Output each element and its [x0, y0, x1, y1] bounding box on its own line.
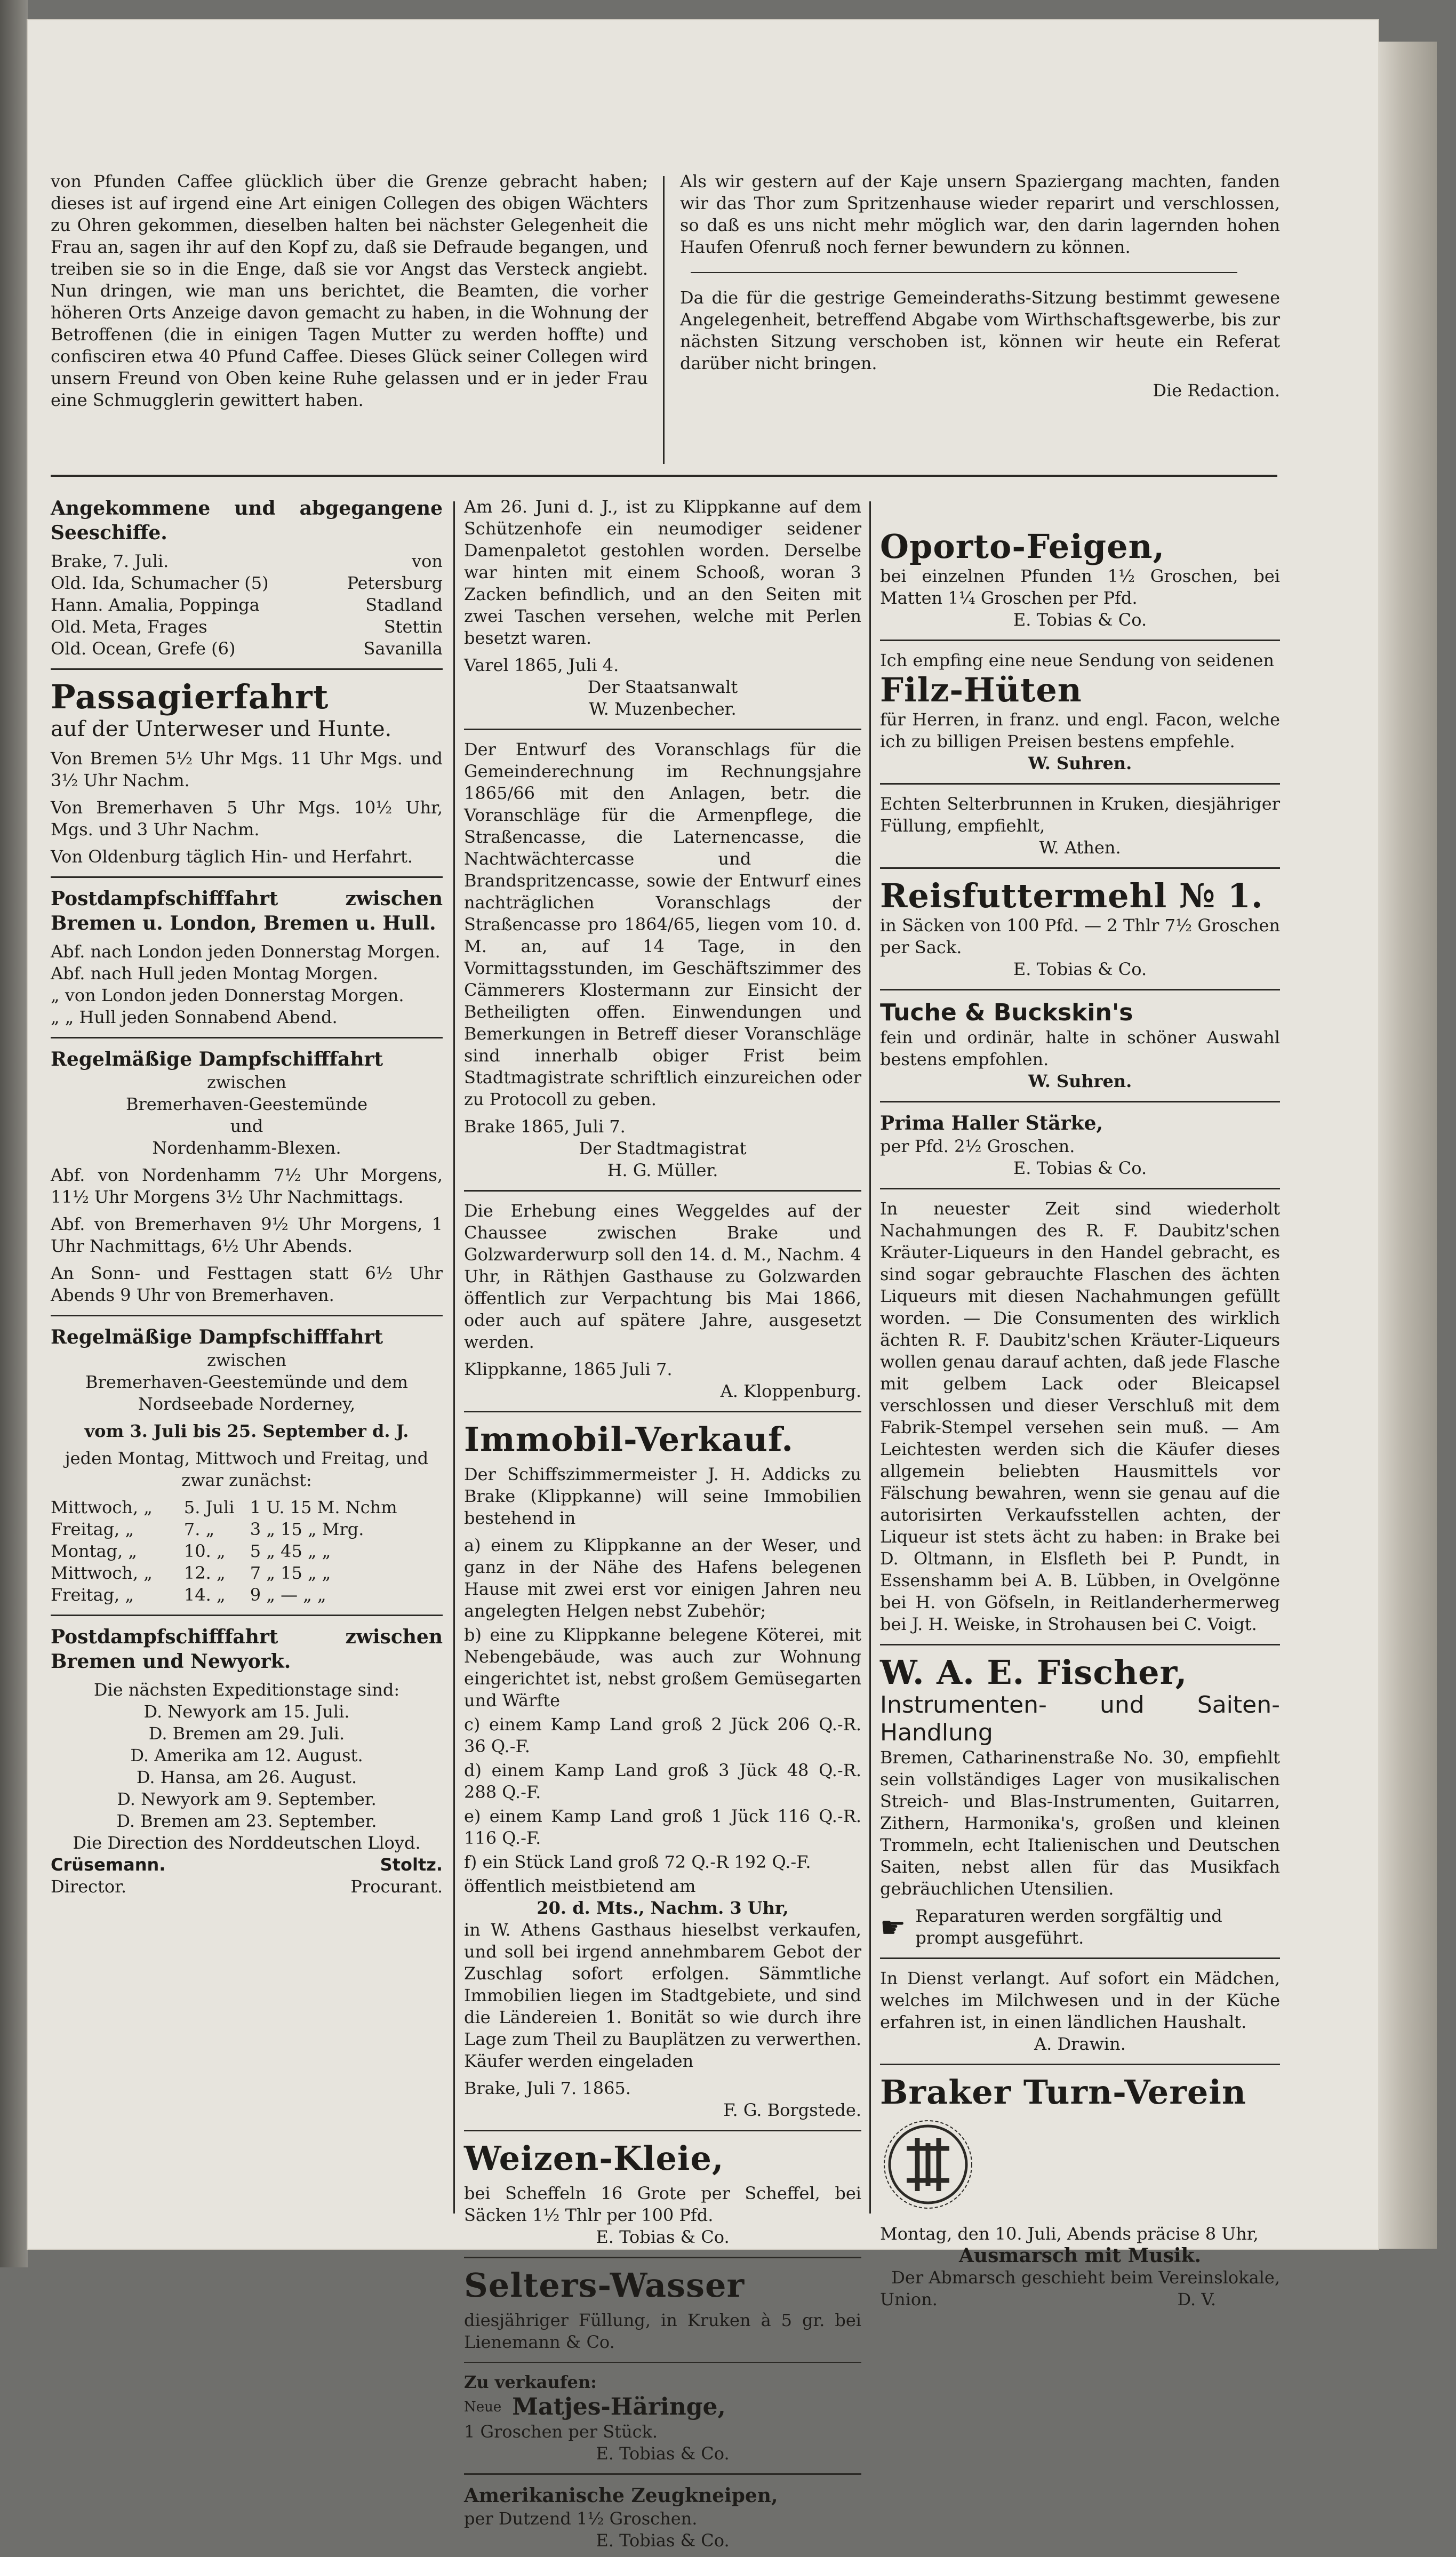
- turn-emblem-icon: [880, 2116, 976, 2212]
- weizen-text: bei Scheffeln 16 Grote per Scheffel, bei Säcken 1½ Thlr per 100 Pfd.: [464, 2183, 861, 2225]
- column-rule: [663, 176, 665, 464]
- zeug-heading: Amerikanische Zeugkneipen,: [464, 2484, 778, 2507]
- divider: [880, 1188, 1280, 1189]
- zeug-signature: E. Tobias & Co.: [596, 2530, 730, 2551]
- top-left-article: [51, 171, 648, 417]
- feigen-signature: E. Tobias & Co.: [1013, 610, 1147, 630]
- top-right-article: [680, 171, 1280, 407]
- divider: [51, 668, 443, 670]
- divider: [880, 1644, 1280, 1645]
- table-row: Old. Ida, Schumacher (5) Petersburg: [51, 573, 443, 593]
- paletot-office: Der Staatsanwalt: [587, 677, 738, 697]
- lloyd-line: Die Direction des Norddeutschen Lloyd.: [73, 1833, 421, 1853]
- turn-signature: D. V.: [1177, 2289, 1216, 2310]
- lloyd-roles: [51, 1876, 443, 1898]
- divider: [51, 1615, 443, 1616]
- table-row: Montag, „ 10. „ 5 „ 45 „ „: [51, 1541, 331, 1561]
- role-left: Director.: [51, 1876, 127, 1897]
- schedule-table: [51, 1497, 443, 1606]
- norderney-period: vom 3. Juli bis 25. September d. J.: [84, 1421, 409, 1441]
- table-row: Freitag, „ 7. „ 3 „ 15 „ Mrg.: [51, 1519, 364, 1539]
- dienst-signature: A. Drawin.: [1034, 2034, 1126, 2054]
- immo-name: F. G. Borgstede.: [723, 2100, 861, 2120]
- weizen-heading: Weizen-Kleie,: [464, 2139, 724, 2178]
- tuche-signature: W. Suhren.: [1028, 1071, 1132, 1091]
- london-heading: Postdampfschifffahrt zwischen Bremen u. London, Bremen u. Hull.: [51, 888, 443, 934]
- reis-signature: E. Tobias & Co.: [1013, 959, 1147, 979]
- reis-heading: Reisfuttermehl № 1.: [880, 876, 1263, 915]
- redaction-signature: Die Redaction.: [1153, 380, 1280, 401]
- geeste-sub: zwischen: [207, 1072, 286, 1092]
- newyork-line: D. Newyork am 9. September.: [117, 1789, 377, 1809]
- geeste-sub: und: [230, 1116, 263, 1136]
- immo-place: Brake, Juli 7. 1865.: [464, 2078, 631, 2098]
- section-rule: [51, 475, 1277, 477]
- geeste-heading: Regelmäßige Dampfschifffahrt: [51, 1048, 383, 1070]
- ships-table: [51, 550, 443, 660]
- newyork-line: D. Amerika am 12. August.: [130, 1745, 363, 1765]
- selters-text: diesjähriger Füllung, in Kruken à 5 gr. bei Lienemann & Co.: [464, 2310, 861, 2352]
- budget-text: Der Entwurf des Voranschlags für die Gemeinderechnung im Rechnungsjahre 1865/66 mit den Anlagen, betr. die Voranschläge für die Armenpflege, die Straßencasse, die Laternencasse, die Nachtwächtercasse und die Brandspritzencasse, sowie der Entwurf eines nachträglichen Voranschlags der Straßencasse pro 1864/65, liegen vom 10. d. M. an, auf 14 Tage, in den Vormittagsstunden, im Geschäftszimmer des Cämmerers Klostermann zur Einsicht der Betheiligten offen. Einwendungen und Bemerkungen in Betreff dieser Voranschläge sind innerhalb obiger Frist beim Stadtmagistrate schriftlich einzureichen oder zu Protocoll zu geben.: [464, 739, 861, 1109]
- filz-heading: Filz-Hüten: [880, 670, 1082, 709]
- ships-heading: Angekommene und abgegangene Seeschiffe.: [51, 497, 443, 544]
- london-line: Abf. nach London jeden Donnerstag Morgen.: [51, 941, 441, 962]
- fischer-text: Bremen, Catharinenstraße No. 30, empfiehlt sein vollständiges Lager von musikalischen Streich- und Blas-Instrumenten, Guitarren, Zithern, Harmonika's, großen und kleinen Trommeln, echt Italienischen und Deutschen Saiten, nebst allen für das Musikfach gebräuchlichen Utensilien.: [880, 1747, 1280, 1899]
- selters-heading: Selters-Wasser: [464, 2266, 745, 2305]
- passenger-line: Von Bremen 5½ Uhr Mgs. 11 Uhr Mgs. und 3½ Uhr Nachm.: [51, 748, 443, 790]
- divider: [51, 1037, 443, 1038]
- divider: [880, 640, 1280, 641]
- divider: [464, 2362, 861, 2363]
- feigen-heading: Oporto-Feigen,: [880, 527, 1165, 566]
- filz-intro: Ich empfing eine neue Sendung von seidenen: [880, 650, 1274, 670]
- table-row: Mittwoch, „ 12. „ 7 „ 15 „ „: [51, 1563, 331, 1583]
- column-rule: [869, 501, 871, 2214]
- signature-left: Crüsemann.: [51, 1855, 166, 1875]
- geeste-sub: Bremerhaven-Geestemünde: [125, 1094, 368, 1114]
- immo-intro: Der Schiffszimmermeister J. H. Addicks zu Brake (Klippkanne) will seine Immobilien bestehend in: [464, 1464, 861, 1528]
- divider: [464, 2473, 861, 2475]
- newyork-line: D. Hansa, am 26. August.: [136, 1767, 357, 1787]
- divider: [51, 876, 443, 878]
- newyork-line: D. Bremen am 23. September.: [116, 1811, 377, 1831]
- book-gutter: [0, 0, 28, 2267]
- zeug-text: per Dutzend 1½ Groschen.: [464, 2508, 698, 2529]
- immo-item: d) einem Kamp Land groß 3 Jück 48 Q.-R. 288 Q.-F.: [464, 1760, 861, 1802]
- column-3: [880, 528, 1280, 2311]
- paletot-text: Am 26. Juni d. J., ist zu Klippkanne auf dem Schützenhofe ein neumodiger seidener Damenpaletot gestohlen worden. Derselbe war hinten mit einem Schooß, woran 3 Zacken befindlich, und an den Seiten mit zwei Taschen versehen, welche mit Perlen besetzt waren.: [464, 497, 861, 648]
- matjes-pre: Zu verkaufen:: [464, 2372, 597, 2392]
- passenger-line: Von Bremerhaven 5 Uhr Mgs. 10½ Uhr, Mgs. und 3 Uhr Nachm.: [51, 797, 443, 840]
- divider: [464, 1411, 861, 1412]
- turn-event: Ausmarsch mit Musik.: [958, 2244, 1202, 2267]
- passenger-heading: Passagierfahrt: [51, 677, 329, 716]
- norderney-heading: Regelmäßige Dampfschifffahrt: [51, 1326, 383, 1348]
- norderney-sub: Bremerhaven-Geestemünde und dem Nordseebade Norderney,: [85, 1372, 408, 1414]
- immo-item: b) eine zu Klippkanne belegene Köterei, mit Nebengebäude, was auch zur Wohnung eingerichtet ist, nebst großem Gemüsegarten und Wärfte: [464, 1625, 861, 1711]
- immo-rest: in W. Athens Gasthaus hieselbst verkaufen, und soll bei irgend annehmbarem Gebot der Zuschlag sofort erfolgen. Sämmtliche Immobilien liegen im Stadtgebiete, und sind die Ländereien 1. Bonität so wie durch ihre Lage zum Theil zu Bauplätzen zu verwerthen. Käufer werden eingeladen: [464, 1920, 861, 2071]
- column-rule: [453, 501, 455, 2214]
- norderney-days: jeden Montag, Mittwoch und Freitag, und zwar zunächst:: [65, 1448, 429, 1490]
- london-line: „ von London jeden Donnerstag Morgen.: [51, 985, 404, 1005]
- divider: [51, 1315, 443, 1316]
- feigen-text: bei einzelnen Pfunden 1½ Groschen, bei Matten 1¼ Groschen per Pfd.: [880, 566, 1280, 608]
- newyork-line: D. Newyork am 15. Juli.: [143, 1701, 350, 1722]
- london-line: „ „ Hull jeden Sonnabend Abend.: [51, 1007, 338, 1027]
- table-row: Old. Meta, Frages Stettin: [51, 617, 443, 637]
- toll-name: A. Kloppenburg.: [720, 1381, 861, 1401]
- divider: [880, 1101, 1280, 1102]
- tuche-heading: Tuche & Buckskin's: [880, 999, 1133, 1026]
- toll-place: Klippkanne, 1865 Juli 7.: [464, 1359, 673, 1379]
- budget-office: Der Stadtmagistrat: [579, 1138, 747, 1158]
- table-row: Old. Ocean, Grefe (6) Savanilla: [51, 638, 443, 659]
- daubitz-text: In neuester Zeit sind wiederholt Nachahmungen des R. F. Daubitz'schen Kräuter-Liqueurs in den Handel gebracht, es sind sogar gebrauchte Flaschen des ächten Liqueurs mit diesen Nachahmungen gefüllt worden. — Die Consumenten des wirklich ächten R. F. Daubitz'schen Kräuter-Liqueurs wollen genau darauf achten, daß jede Flasche mit gelbem Lack oder Bleicapsel verschlossen und dieser Verschluß mit dem Fabrik-Stempel versehen sein muß. — Am Leichtesten werden sich die Käufer dieses allgemein beliebten Hausmittels vor Fälschung bewahren, wenn sie genau auf die autorisirten Verkaufsstellen achten, der Liqueur ist stets ächt zu haben: in Brake bei D. Oltmann, in Elsfleth bei P. Pundt, in Essenshamm bei A. B. Lübben, in Ovelgönne bei H. von Göfseln, in Reitlanderhermerweg bei J. H. Weiske, in Strohausen bei C. Voigt.: [880, 1198, 1280, 1634]
- lloyd-signatures: [51, 1854, 443, 1876]
- matjes-heading-row: [464, 2393, 861, 2421]
- matjes-neue: Neue: [464, 2399, 502, 2415]
- selter-signature: W. Athen.: [1039, 837, 1121, 858]
- geeste-line: An Sonn- und Festtagen statt 6½ Uhr Abends 9 Uhr von Bremerhaven.: [51, 1263, 443, 1305]
- filz-signature: W. Suhren.: [1028, 753, 1132, 773]
- spritzenhaus-text: Als wir gestern auf der Kaje unsern Spaziergang machten, fanden wir das Thor zum Spritzenhause wieder reparirt und verschlossen, so daß es uns nicht mehr möglich war, den darin lagernden hohen Haufen Ofenruß noch ferner bewundern zu können.: [680, 171, 1280, 257]
- divider: [880, 989, 1280, 990]
- article-text: von Pfunden Caffee glücklich über die Grenze gebracht haben; dieses ist auf irgend eine Art einigen Collegen des obigen Wächters zu Ohren gekommen, dieselben halten bei nächster Gelegenheit die Frau an, sagen ihr auf den Kopf zu, daß sie Defraude begangen, und treiben sie so in die Enge, daß sie vor Angst das Versteck angiebt. Nun dringen, wie man uns berichtet, die Beamten, die vorher höheren Orts Anzeige davon gemacht zu haben, in die Wohnung der Betroffenen (die in einigen Tagen Mutter zu werden hoffte) und confisciren etwa 40 Pfund Caffee. Dieses Glück seiner Collegen wird unsern Freund von Oben keine Ruhe gelassen und er in jeder Frau eine Schmugglerin gewittert haben.: [51, 171, 648, 410]
- column-1: [51, 496, 443, 1898]
- staerke-heading: Prima Haller Stärke,: [880, 1112, 1103, 1134]
- column-2: [464, 496, 861, 2557]
- table-row: Hann. Amalia, Poppinga Stadland: [51, 595, 443, 615]
- fischer-subheading: Instrumenten- und Saiten-Handlung: [880, 1691, 1280, 1746]
- matjes-signature: E. Tobias & Co.: [596, 2443, 730, 2464]
- signature-right: Stoltz.: [380, 1855, 443, 1875]
- toll-text: Die Erhebung eines Weggeldes auf der Chaussee zwischen Brake und Golzwarderwurp soll den 14. d. M., Nachm. 4 Uhr, in Räthjen Gasthause zu Golzwarden öffentlich zur Verpachtung bis Mai 1866, oder auch auf spätere Jahre, ausgesetzt werden.: [464, 1201, 861, 1352]
- reis-text: in Säcken von 100 Pfd. — 2 Thlr 7½ Groschen per Sack.: [880, 915, 1280, 957]
- london-line: Abf. nach Hull jeden Montag Morgen.: [51, 963, 379, 984]
- staerke-text: per Pfd. 2½ Groschen.: [880, 1136, 1075, 1156]
- turn-heading: Braker Turn-Verein: [880, 2073, 1246, 2112]
- divider: [464, 729, 861, 730]
- newyork-intro: Die nächsten Expeditionstage sind:: [93, 1680, 400, 1700]
- geeste-line: Abf. von Nordenhamm 7½ Uhr Morgens, 11½ Uhr Morgens 3½ Uhr Nachmittags.: [51, 1165, 443, 1207]
- immo-item: c) einem Kamp Land groß 2 Jück 206 Q.-R. 36 Q.-F.: [464, 1714, 861, 1756]
- paletot-name: W. Muzenbecher.: [589, 699, 737, 719]
- table-row: Freitag, „ 14. „ 9 „ — „ „: [51, 1585, 326, 1605]
- passenger-line: Von Oldenburg täglich Hin- und Herfahrt.: [51, 846, 413, 867]
- immo-auction: öffentlich meistbietend am: [464, 1876, 696, 1896]
- table-row: Mittwoch, „ 5. Juli 1 U. 15 M. Nchm: [51, 1497, 397, 1517]
- divider: [464, 1190, 861, 1192]
- role-right: Procurant.: [350, 1876, 443, 1897]
- filz-text: für Herren, in franz. und engl. Facon, welche ich zu billigen Preisen bestens empfehle.: [880, 709, 1280, 752]
- divider: [880, 783, 1280, 785]
- ships-place: Brake, 7. Juli.: [51, 551, 169, 571]
- matjes-text: 1 Groschen per Stück.: [464, 2422, 658, 2442]
- paletot-place: Varel 1865, Juli 4.: [464, 655, 619, 675]
- turn-text: Montag, den 10. Juli, Abends präcise 8 Uhr,: [880, 2224, 1259, 2244]
- weizen-signature: E. Tobias & Co.: [596, 2227, 730, 2247]
- newyork-heading: Postdampfschifffahrt zwischen Bremen und Newyork.: [51, 1626, 443, 1673]
- geeste-sub: Nordenhamm-Blexen.: [152, 1138, 341, 1158]
- ships-von: von: [412, 551, 443, 571]
- immo-item: a) einem zu Klippkanne an der Weser, und ganz in der Nähe des Hafens belegenen Hause mit zwei erst vor einigen Jahren neu angelegten Helgen nebst Zubehör;: [464, 1535, 861, 1621]
- turn-place: Union.: [880, 2289, 938, 2310]
- divider: [880, 867, 1280, 869]
- newyork-line: D. Bremen am 29. Juli.: [148, 1723, 345, 1744]
- tuche-text: fein und ordinär, halte in schöner Auswahl bestens empfohlen.: [880, 1027, 1280, 1069]
- divider: [464, 2257, 861, 2258]
- divider: [464, 2130, 861, 2131]
- turn-note: Der Abmarsch geschieht beim Vereinslokale,: [891, 2267, 1280, 2288]
- geeste-line: Abf. von Bremerhaven 9½ Uhr Morgens, 1 Uhr Nachmittags, 6½ Uhr Abends.: [51, 1214, 443, 1256]
- norderney-sub: zwischen: [207, 1350, 286, 1370]
- budget-name: H. G. Müller.: [607, 1160, 718, 1180]
- page-edges: [1378, 42, 1437, 2249]
- fischer-repair-row: [880, 1905, 1280, 1949]
- gemeinderat-text: Da die für die gestrige Gemeinderaths-Sitzung bestimmt gewesene Angelegenheit, betreffend Abgabe vom Wirthschaftsgewerbe, bis zur nächsten Sitzung verschoben ist, können wir heute ein Referat darüber nicht bringen.: [680, 287, 1280, 373]
- fischer-heading: W. A. E. Fischer,: [880, 1653, 1188, 1692]
- divider: [691, 272, 1237, 273]
- passenger-subheading: auf der Unterweser und Hunte.: [51, 717, 392, 741]
- dienst-text: In Dienst verlangt. Auf sofort ein Mädchen, welches im Milchwesen und in der Küche erfahren ist, in einen ländlichen Haushalt.: [880, 1968, 1280, 2032]
- divider: [880, 1957, 1280, 1959]
- immo-heading: Immobil-Verkauf.: [464, 1420, 794, 1459]
- turn-footer: [880, 2289, 1280, 2311]
- matjes-heading: Matjes-Häringe,: [512, 2393, 726, 2420]
- immo-date: 20. d. Mts., Nachm. 3 Uhr,: [537, 1898, 789, 1918]
- immo-item: e) einem Kamp Land groß 1 Jück 116 Q.-R. 116 Q.-F.: [464, 1806, 861, 1848]
- divider: [880, 2064, 1280, 2065]
- selter-text: Echten Selterbrunnen in Kruken, diesjähriger Füllung, empfiehlt,: [880, 794, 1280, 836]
- budget-place: Brake 1865, Juli 7.: [464, 1116, 626, 1137]
- pointing-hand-icon: ☛: [880, 1910, 906, 1944]
- staerke-signature: E. Tobias & Co.: [1013, 1158, 1147, 1178]
- immo-item: f) ein Stück Land groß 72 Q.-R 192 Q.-F.: [464, 1852, 811, 1872]
- fischer-repair: Reparaturen werden sorgfältig und prompt ausgeführt.: [915, 1906, 1222, 1948]
